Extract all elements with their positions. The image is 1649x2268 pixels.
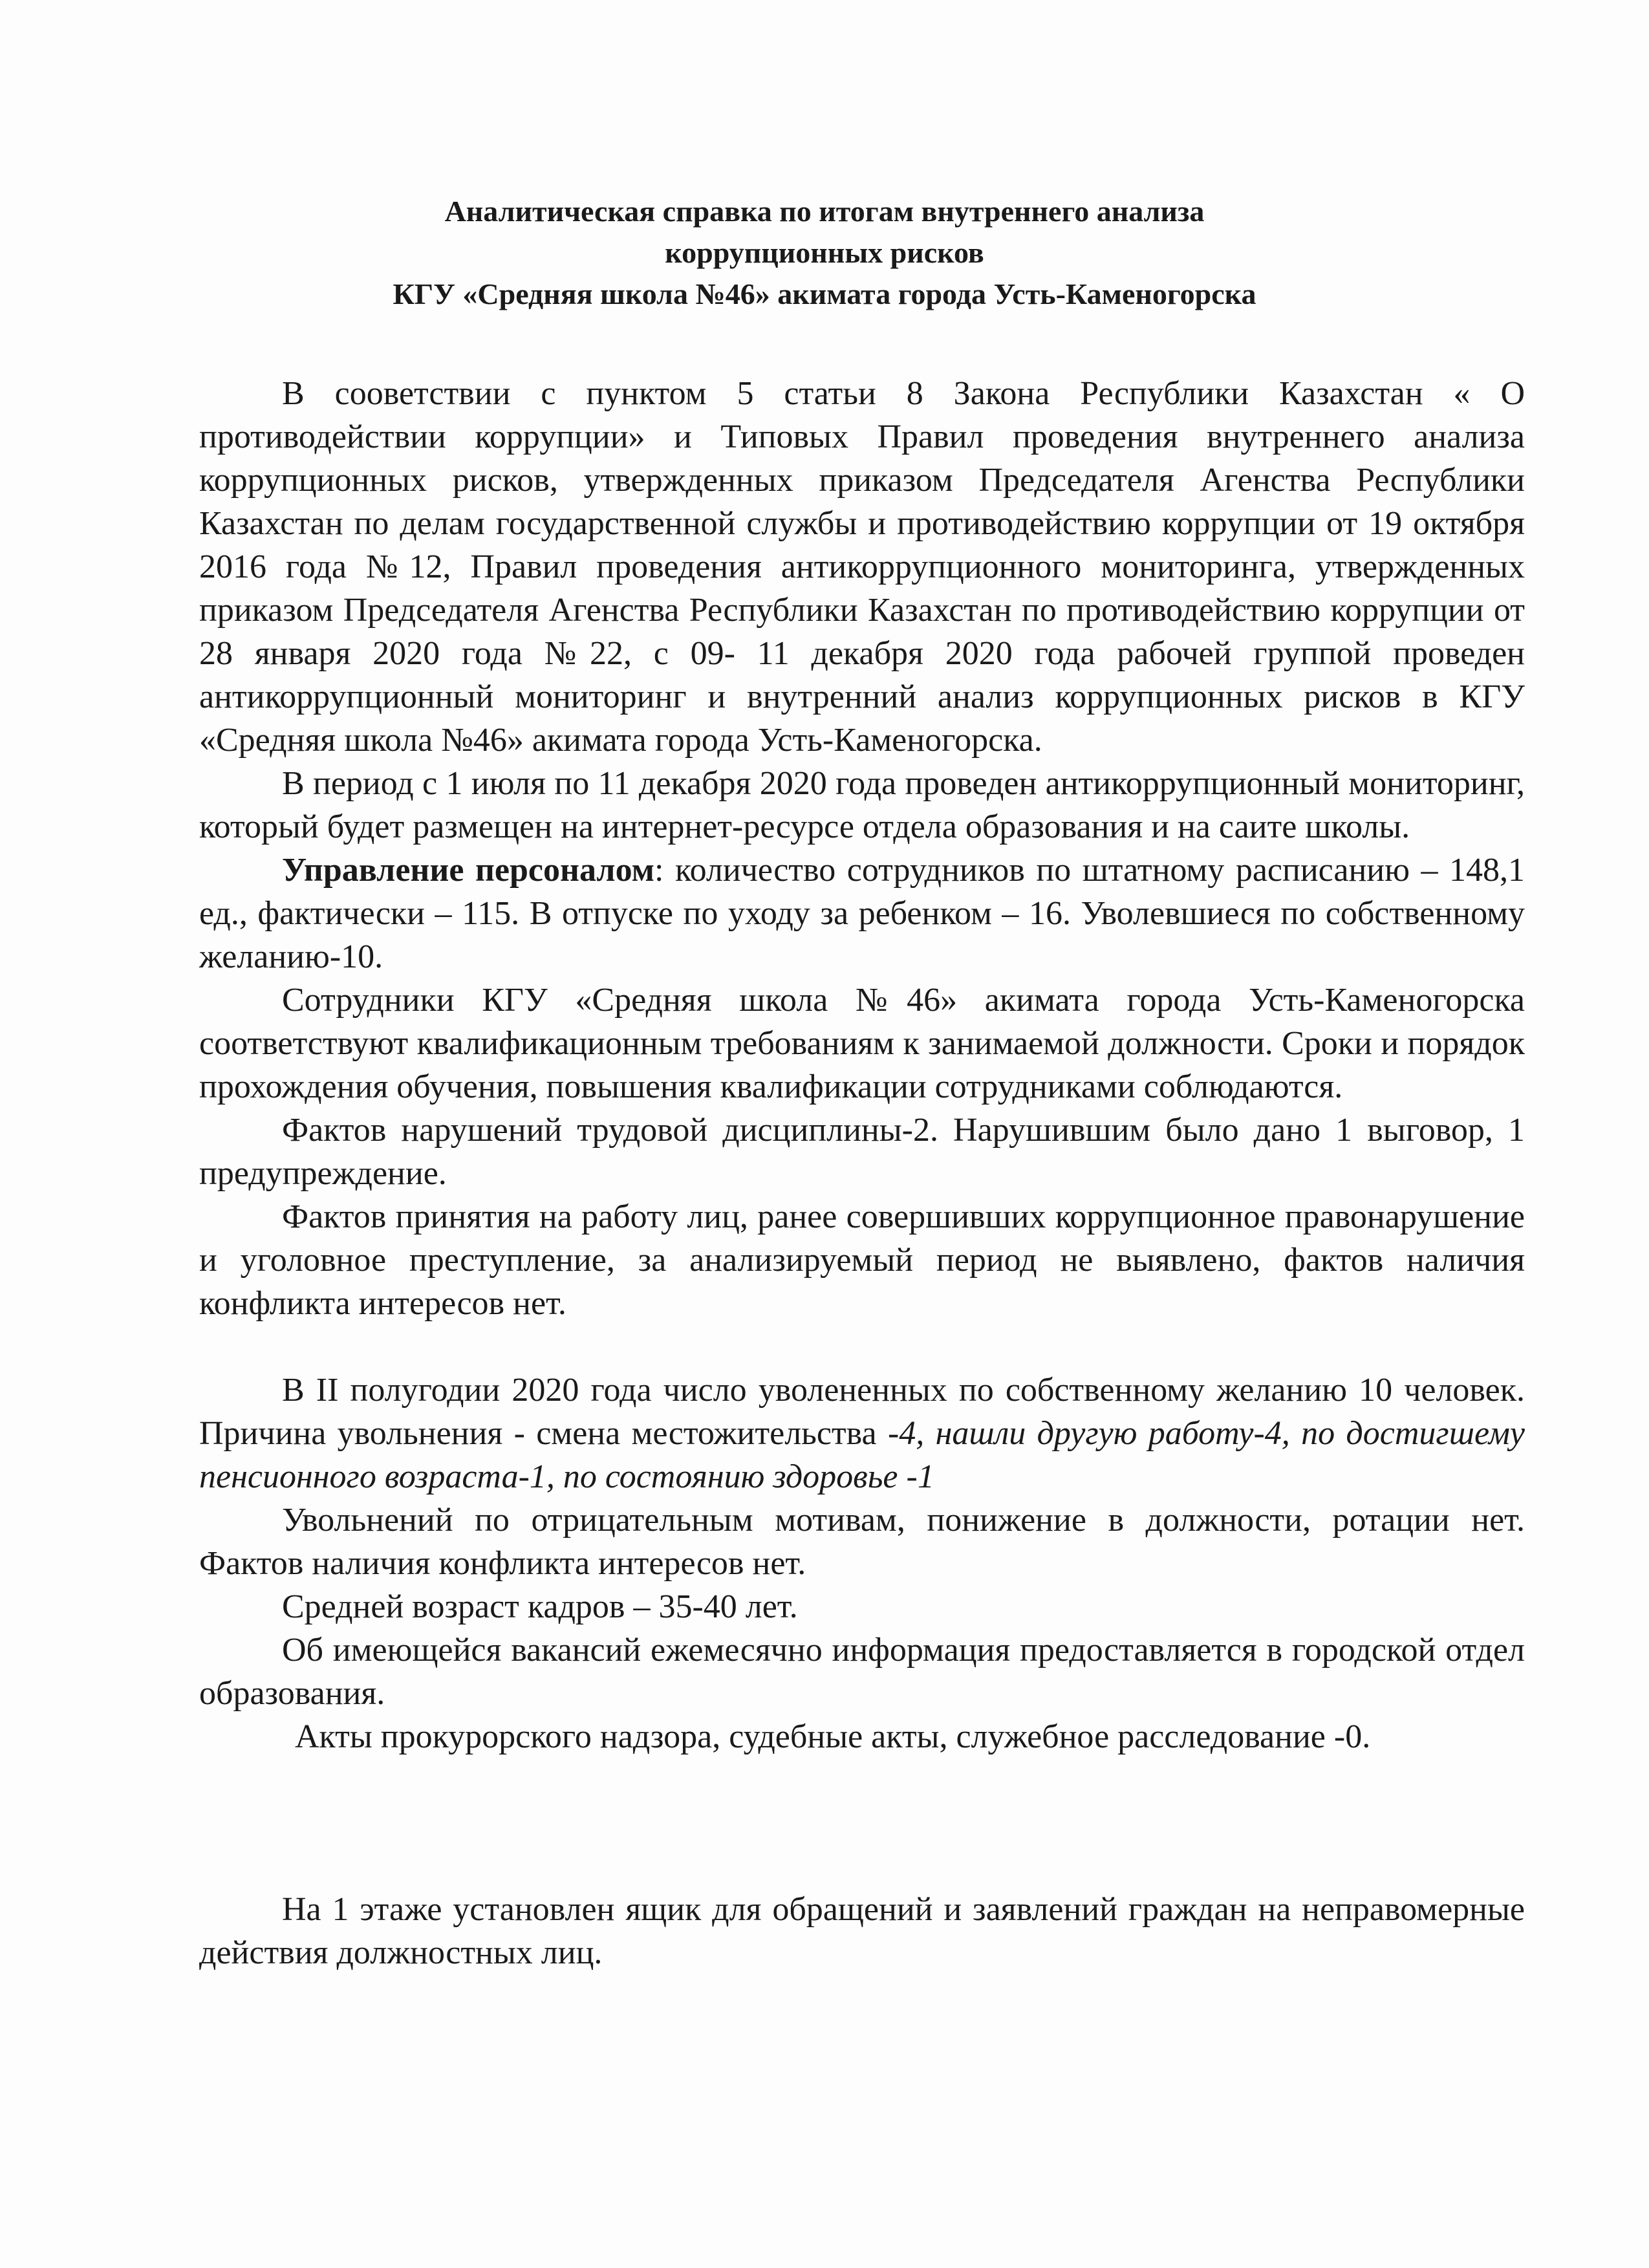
document-title (194, 191, 1455, 315)
personnel-text: : количество сотрудников по штатному расписанию – 148,1 ед., фактически – 115. В отпуске по уходу за ребенком – 16. Уволевшиеся по собственному желанию-10. (199, 852, 1525, 975)
paragraph-gap-large (199, 1758, 1525, 1888)
document-body (199, 372, 1525, 1974)
dismissals-reasons: -4, нашли другую работу-4, по достигшему пенсионного возраста-1, по состоянию здоровье -1 (199, 1415, 1525, 1495)
paragraph-qualification: Сотрудники КГУ «Средняя школа №46» акимата города Усть-Каменогорска соответствуют квалификационным требованиям к занимаемой должности. Сроки и порядок прохождения обучения, повышения квалификации сотрудниками соблюдаются. (199, 982, 1525, 1105)
paragraph-negative-motives: Увольнений по отрицательным мотивам, понижение в должности, ротации нет. Фактов наличия конфликта интересов нет. (199, 1502, 1525, 1582)
paragraph-hiring: Фактов принятия на работу лиц, ранее совершивших коррупционное правонарушение и уголовное преступление, за анализируемый период не выявлено, фактов наличия конфликта интересов нет. (199, 1198, 1525, 1322)
paragraph-legal-basis: В сооветствии с пунктом 5 статьи 8 Закона Республики Казахстан « О противодействии коррупции» и Типовых Правил проведения внутреннего анализа коррупционных рисков, утвержденных приказом Председателя Агенства Республики Казахстан по делам государственной службы и противодействию коррупции от 19 октября 2016 года №12, Правил проведения антикоррупционного мониторинга, утвержденных приказом Председателя Агенства Республики Казахстан по противодействию коррупции от 28 января 2020 года №22, с 09- 11 декабря 2020 года рабочей группой проведен антикоррупционный мониторинг и внутренний анализ коррупционных рисков в КГУ «Средняя школа №46» акимата города Усть-Каменогорска. (199, 375, 1525, 759)
paragraph-prosecutor-acts: Акты прокурорского надзора, судебные акты, служебное расследование -0. (295, 1718, 1371, 1755)
title-line-3: КГУ «Средняя школа №46» акимата города Усть-Каменогорска (393, 277, 1256, 310)
dismissals-text: В II полугодии 2020 года число уволененных по собственному желанию 10 человек. Причина увольнения - смена местожительства (199, 1372, 1525, 1452)
paragraph-complaint-box: На 1 этаже установлен ящик для обращений и заявлений граждан на неправомерные действия должностных лиц. (199, 1891, 1525, 1971)
paragraph-gap (199, 1325, 1525, 1368)
paragraph-monitoring-period: В период с 1 июля по 11 декабря 2020 года проведен антикоррупционный мониторинг, который будет размещен на интернет-ресурсе отдела образования и на саите школы. (199, 765, 1525, 845)
paragraph-average-age: Средней возраст кадров – 35-40 лет. (282, 1588, 798, 1625)
paragraph-personnel (199, 848, 1525, 978)
title-line-2: коррупционных рисков (665, 236, 984, 269)
paragraph-vacancies: Об имеющейся вакансий ежемесячно информация предоставляется в городской отдел образования. (199, 1632, 1525, 1712)
paragraph-discipline: Фактов нарушений трудовой дисциплины-2. Нарушившим было дано 1 выговор, 1 предупреждение. (199, 1112, 1525, 1192)
paragraph-dismissals (199, 1368, 1525, 1498)
personnel-heading: Управление персоналом (282, 852, 655, 889)
title-line-1: Аналитическая справка по итогам внутреннего анализа (444, 195, 1205, 228)
